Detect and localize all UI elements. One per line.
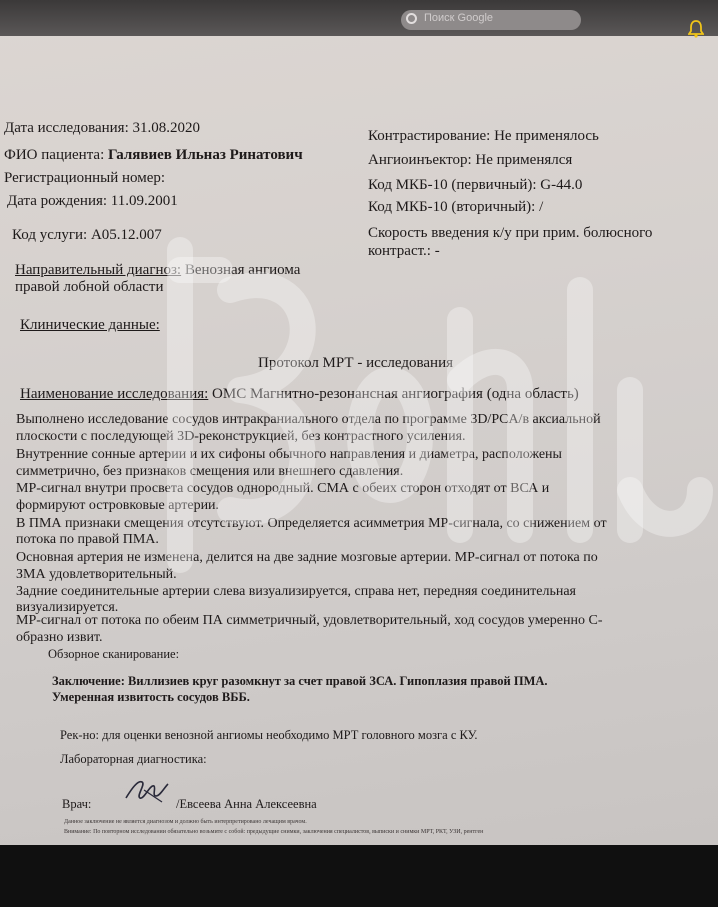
registration-number: Регистрационный номер: [4,170,166,186]
referral-value-cont: правой лобной области [15,279,164,295]
conclusion-line1: Заключение: Виллизиев круг разомкнут за счет правой ЗСА. Гипоплазия правой ПМА. [52,674,548,688]
body-line: симметрично, без признаков смещения или внешнего сдавления. [16,464,404,479]
search-placeholder: Поиск Google [424,12,494,24]
date-of-birth: Дата рождения: 11.09.2001 [7,193,178,209]
study-name [20,385,579,403]
footnote-line2: Внимание: По повторном исследовании обязательно возьмите с собой: предыдущие снимки, заключения специалистов, выписки и снимки МРТ, РКТ, УЗИ, рентген [64,829,484,835]
icd-primary: Код МКБ-10 (первичный): G-44.0 [368,177,583,193]
recommendation: Рек-но: для оценки венозной ангиомы необходимо МРТ головного мозга с КУ. [60,728,478,742]
body-line: Внутренние сонные артерии и их сифоны обычного направления и диаметра, расположены [16,447,562,462]
body-line: МР-сигнал от потока по обеим ПА симметричный, удовлетворительный, ход сосудов умеренно С- [16,613,603,628]
footnote-line1: Данное заключение не является диагнозом и должно быть интерпретировано лечащим врачом. [64,819,307,825]
screen-bezel [0,845,718,907]
patient-name-row [4,146,303,164]
body-line: МР-сигнал внутри просвета сосудов однородный. СМА с обеих сторон отходят от ВСА и [16,481,550,496]
body-line: потока по правой ПМА. [16,532,159,547]
study-date: Дата исследования: 31.08.2020 [4,120,200,136]
body-line: визуализируется. [16,600,119,615]
body-line: Выполнено исследование сосудов интракраниального отдела по программе 3D/PCA/в аксиальной [16,412,601,427]
body-line: плоскости с последующей 3D-реконструкцией, без контрастного усиления. [16,429,466,444]
body-line: образно извит. [16,630,103,645]
doctor-name: /Евсеева Анна Алексеевна [176,797,317,811]
overview-label: Обзорное сканирование: [48,647,180,661]
referral-label: Направительный диагноз: [15,262,182,278]
body-line: Основная артерия не изменена, делится на две задние мозговые артерии. МР-сигнал от потока по [16,550,598,565]
study-name-label: Наименование исследования: [20,386,209,402]
search-icon [406,13,417,24]
contrast-speed-line1: Скорость введения к/у при прим. болюсного [368,225,653,241]
clinical-data-label: Клинические данные: [20,317,160,333]
browser-toolbar [0,0,718,36]
protocol-title: Протокол МРТ - исследования [258,355,453,371]
body-line: ЗМА удовлетворительный. [16,567,177,582]
conclusion-line2: Умеренная извитость сосудов ВББ. [52,690,250,704]
lab-diagnostics-label: Лабораторная диагностика: [60,752,207,766]
service-code: Код услуги: A05.12.007 [12,227,162,243]
contrast-status: Контрастирование: Не применялось [368,128,599,144]
referral-diagnosis [15,261,300,279]
patient-name-label: ФИО пациента: [4,147,105,163]
body-line: формируют островковые артерии. [16,498,220,513]
body-line: В ПМА признаки смещения отсутствуют. Определяется асимметрия МР-сигнала, со снижением от [16,516,607,531]
bell-icon[interactable] [688,20,704,38]
referral-value: Венозная ангиома [184,262,301,278]
study-name-value: ОМС Магнитно-резонансная ангиография (одна область) [212,386,579,402]
doctor-label: Врач: [62,797,92,811]
icd-secondary: Код МКБ-10 (вторичный): / [368,199,544,215]
patient-name-value: Галявиев Ильназ Ринатович [108,147,303,163]
contrast-speed-line2: контраст.: - [368,243,440,259]
injector-status: Ангиоинъектор: Не применялся [368,152,573,168]
body-line: Задние соединительные артерии слева визуализируется, справа нет, передняя соединительная [16,584,576,599]
doctor-signature [122,776,172,806]
